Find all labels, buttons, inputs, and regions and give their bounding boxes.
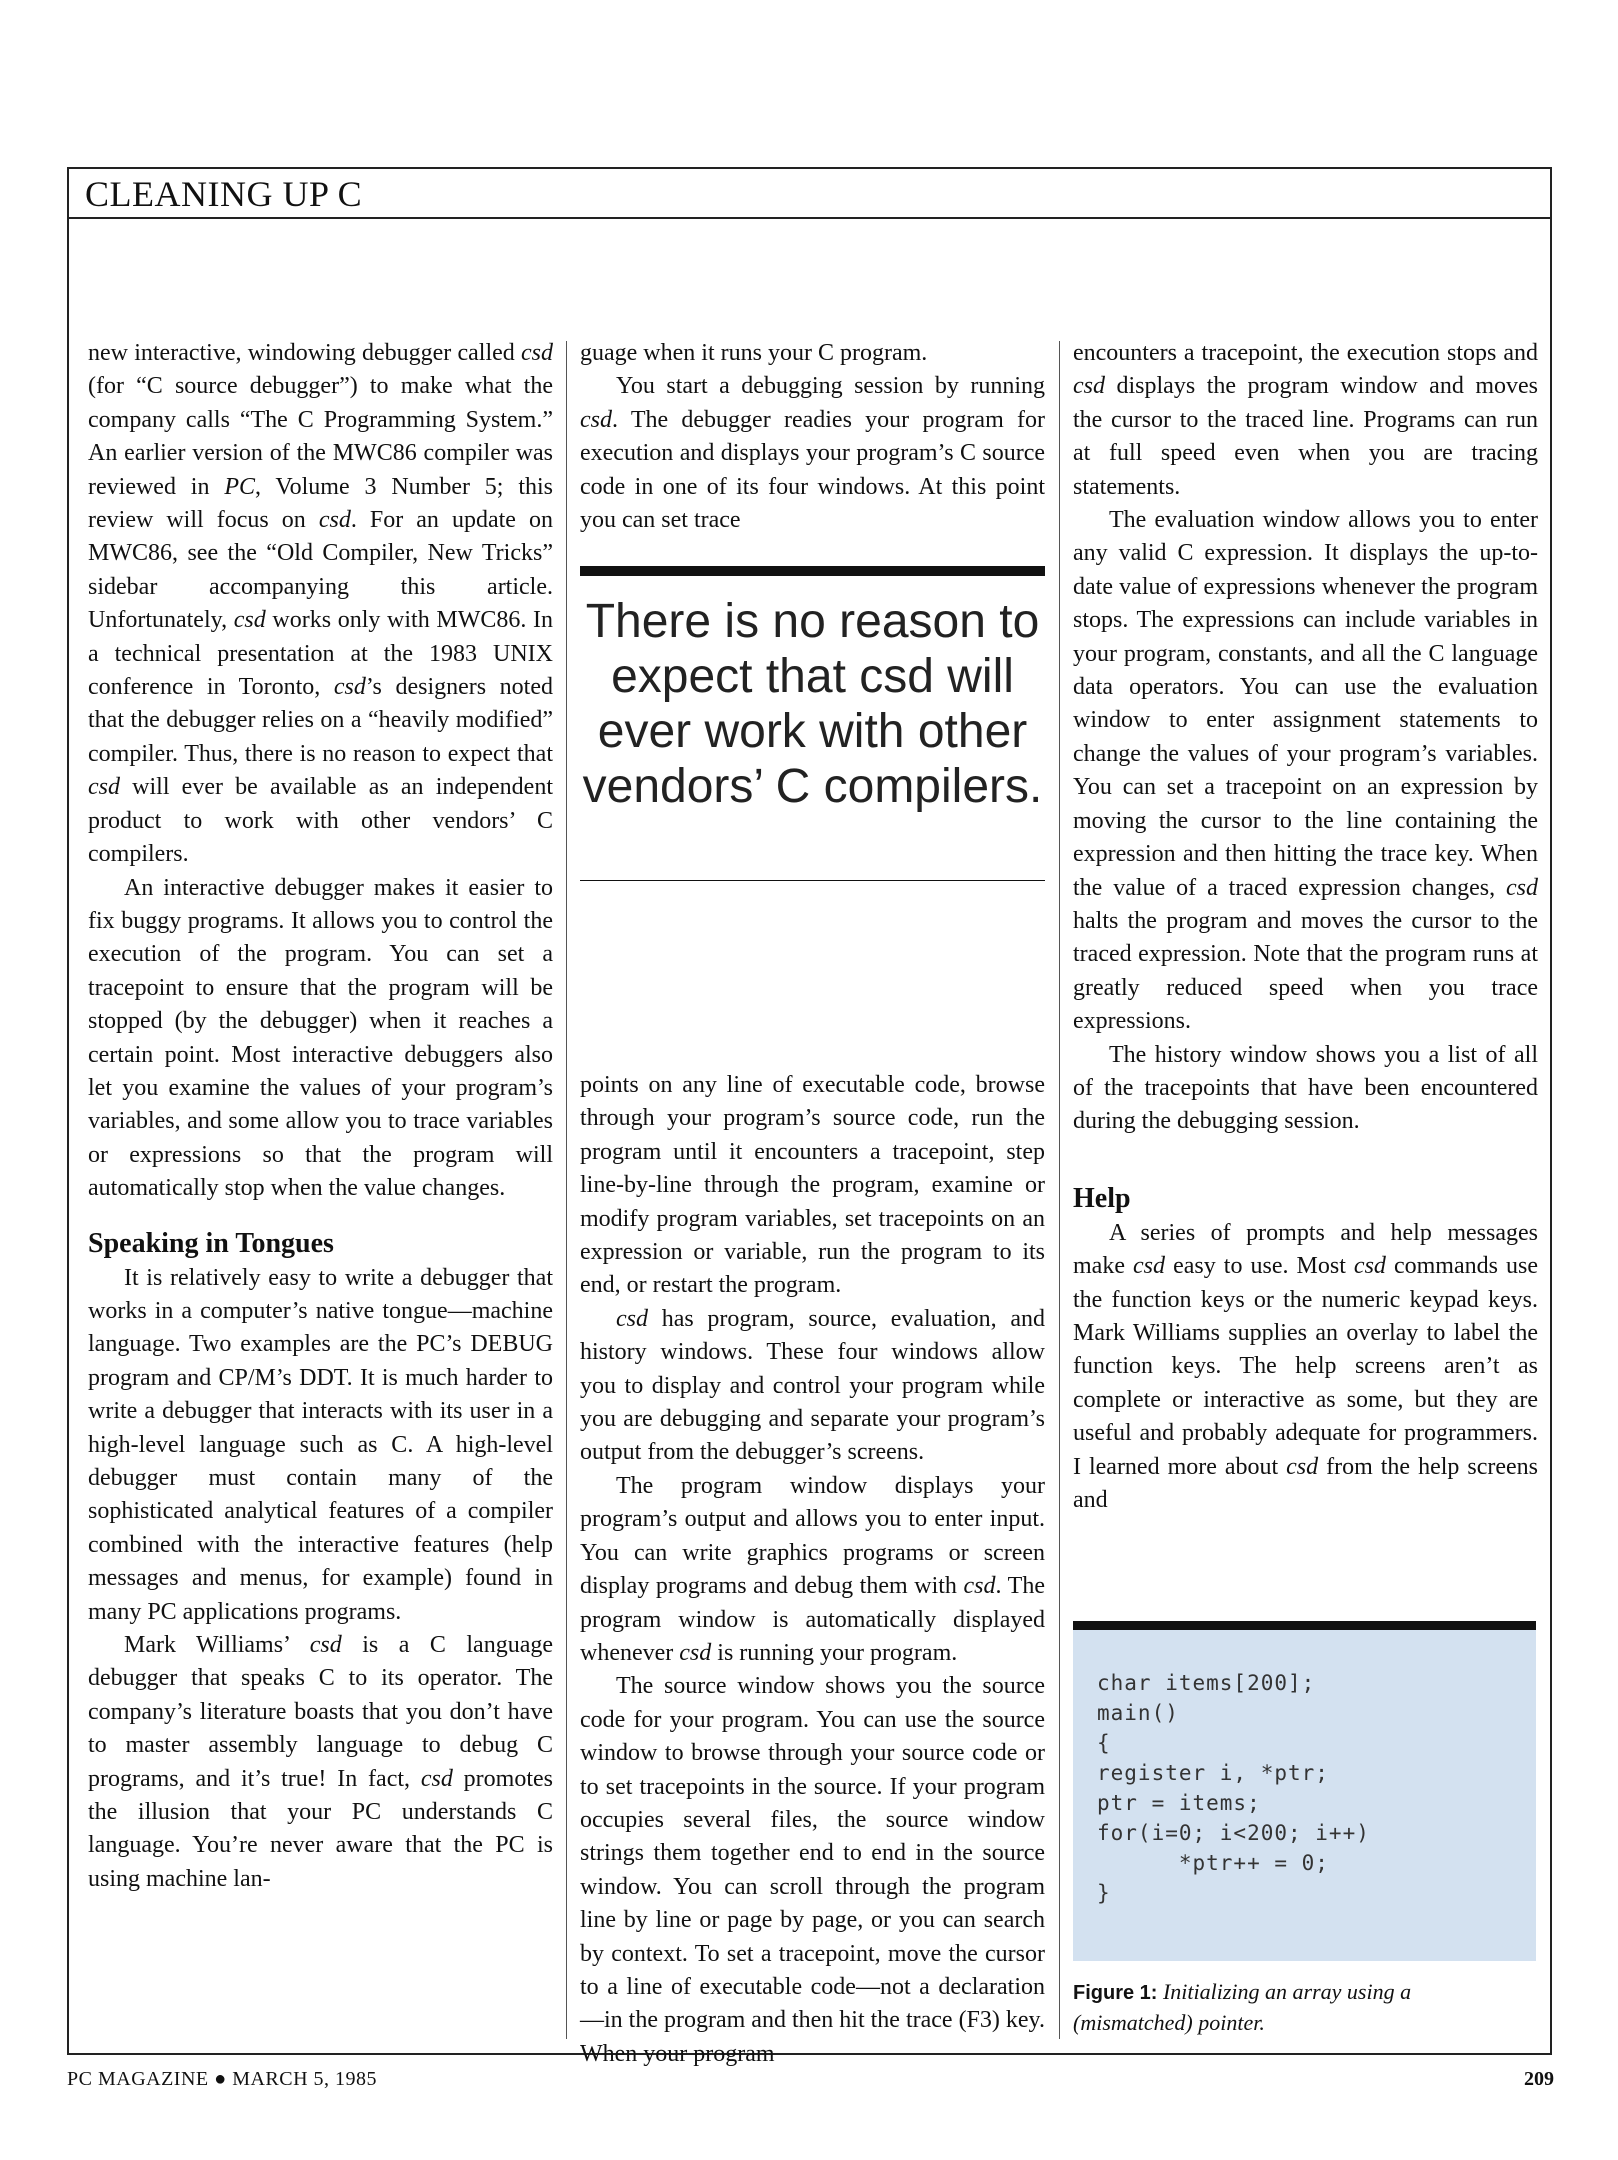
figure-caption [1073, 1977, 1533, 2038]
paragraph: Mark Williams’ csd is a C language debugger that speaks C to its operator. The company’s literature boasts that you don’t have to master assembly language to debug C programs, and it’s true! In fact, csd promotes the illusion that your PC understands C language. You’re never aware that the PC is using machine lan- [88, 1632, 554, 1892]
code-line: ptr = items; [1097, 1791, 1261, 1815]
footer-publication: PC MAGAZINE ● MARCH 5, 1985 [67, 2068, 378, 2090]
caption-text: Initializing an array using a (mismatched) pointer. [1073, 1979, 1412, 2035]
paragraph: The program window displays your program’s output and allows you to enter input. You can write graphics programs or screen display programs and debug them with csd. The program window is automatically displayed whenever csd is running your program. [580, 1472, 1045, 1666]
paragraph: An interactive debugger makes it easier to fix buggy programs. It allows you to control the execution of the program. You can set a tracepoint to ensure that the program will be stopped (by the debugger) when it reaches a certain point. Most interactive debuggers also let you examine the values of your program’s variables, and some allow you to trace variables or expressions so that the program will automatically stop when the value changes. [88, 874, 553, 1202]
paragraph: new interactive, windowing debugger called csd (for “C source debugger”) to make what the company calls “The C Programming System.” An earlier version of the MWC86 compiler was reviewed in PC, Volume 3 Number 5; this review will focus on csd. For an update on MWC86, see the “Old Compiler, New Tricks” sidebar accompanying this article. Unfortunately, csd works only with MWC86. In a technical presentation at the 1983 UNIX conference in Toronto, csd’s designers noted that the debugger relies on a “heavily modified” compiler. Thus, there is no reason to expect that csd will ever be available as an independent product to work with other vendors’ C compilers. [88, 340, 553, 868]
column-rule [1059, 341, 1060, 2039]
paragraph: The evaluation window allows you to enter any valid C expression. It displays the up-to-date value of expressions whenever the program stops. The expressions can include variables in your program, constants, and all the C language data operators. You can use the evaluation window to enter assignment statements to change the values of your program’s variables. You can set a tracepoint on an expression by moving the cursor to the line containing the expression and then hitting the trace key. When the value of a traced expression changes, csd halts the program and moves the cursor to the traced expression. Note that the program runs at greatly reduced speed when you trace expressions. [1073, 507, 1538, 1035]
code-line: { [1097, 1731, 1111, 1755]
paragraph: csd has program, source, evaluation, and history windows. These four windows allow you to display and control your program while you are debugging and separate your program’s output from the debugger’s screens. [580, 1305, 1045, 1466]
paragraph: A series of prompts and help messages make csd easy to use. Most csd commands use the function keys or the numeric keypad keys. Mark Williams supplies an overlay to label the function keys. The help screens aren’t as complete or interactive as some, but they are useful and probably adequate for programmers. I learned more about csd from the help screens and [1073, 1219, 1538, 1513]
paragraph: It is relatively easy to write a debugger that works in a computer’s native tongue—machine language. Two examples are the PC’s DEBUG program and CP/M’s DDT. It is much harder to write a debugger that interacts with its user in a high-level language such as C. A high-level debugger must contain many of the sophisticated analytical features of a compiler combined with the interactive features (help messages and menus, for example) found in many PC applications programs. [88, 1264, 553, 1625]
code-line: char items[200]; [1097, 1671, 1316, 1695]
code-line: } [1097, 1881, 1111, 1905]
column-2-top [580, 337, 1045, 537]
code-line: main() [1097, 1701, 1179, 1725]
article-frame [67, 167, 1552, 2067]
column-1 [88, 337, 553, 2037]
subheading: Help [1073, 1182, 1131, 1214]
paragraph: points on any line of executable code, browse through your program’s source code, run the program until it encounters a tracepoint, step line-by-line through the program, examine or modify program variables, set tracepoints on an expression or variable, run the program to its end, or restart the program. [580, 1072, 1045, 1299]
paragraph: The history window shows you a list of all of the tracepoints that have been encountered during the debugging session. [1073, 1041, 1538, 1135]
paragraph: The source window shows you the source code for your program. You can use the source window to browse through your source code or to set tracepoints in the source. If your program occupies several files, the source window strings them together end to end in the source window. You can scroll through the program line by line or page by page, or you can search by context. To set a tracepoint, move the cursor to a line of executable code—not a declaration—in the program and then hit the trace (F3) key. When your program [580, 1673, 1045, 2067]
column-rule [566, 341, 567, 2039]
code-figure [1073, 1621, 1536, 1961]
column-2-bottom [580, 1069, 1045, 2071]
page-number: 209 [1524, 2068, 1554, 2090]
caption-label: Figure 1: [1073, 1982, 1158, 2004]
paragraph: guage when it runs your C program. [580, 340, 928, 366]
code-line: *ptr++ = 0; [1097, 1851, 1329, 1875]
section-title: CLEANING UP C [69, 169, 1550, 219]
subheading: Speaking in Tongues [88, 1227, 334, 1259]
paragraph: encounters a tracepoint, the execution stops and csd displays the program window and moves the cursor to the traced line. Programs can run at full speed even when you are tracing statements. [1073, 340, 1538, 500]
paragraph: You start a debugging session by running csd. The debugger readies your program for execution and displays your program’s C source code in one of its four windows. At this point you can set trace [580, 373, 1045, 534]
pull-quote: There is no reason to expect that csd will ever work with other vendors’ C compilers. [580, 566, 1045, 881]
code-line: for(i=0; i<200; i++) [1097, 1821, 1370, 1845]
code-line: register i, *ptr; [1097, 1761, 1329, 1785]
column-3 [1073, 337, 1538, 1517]
